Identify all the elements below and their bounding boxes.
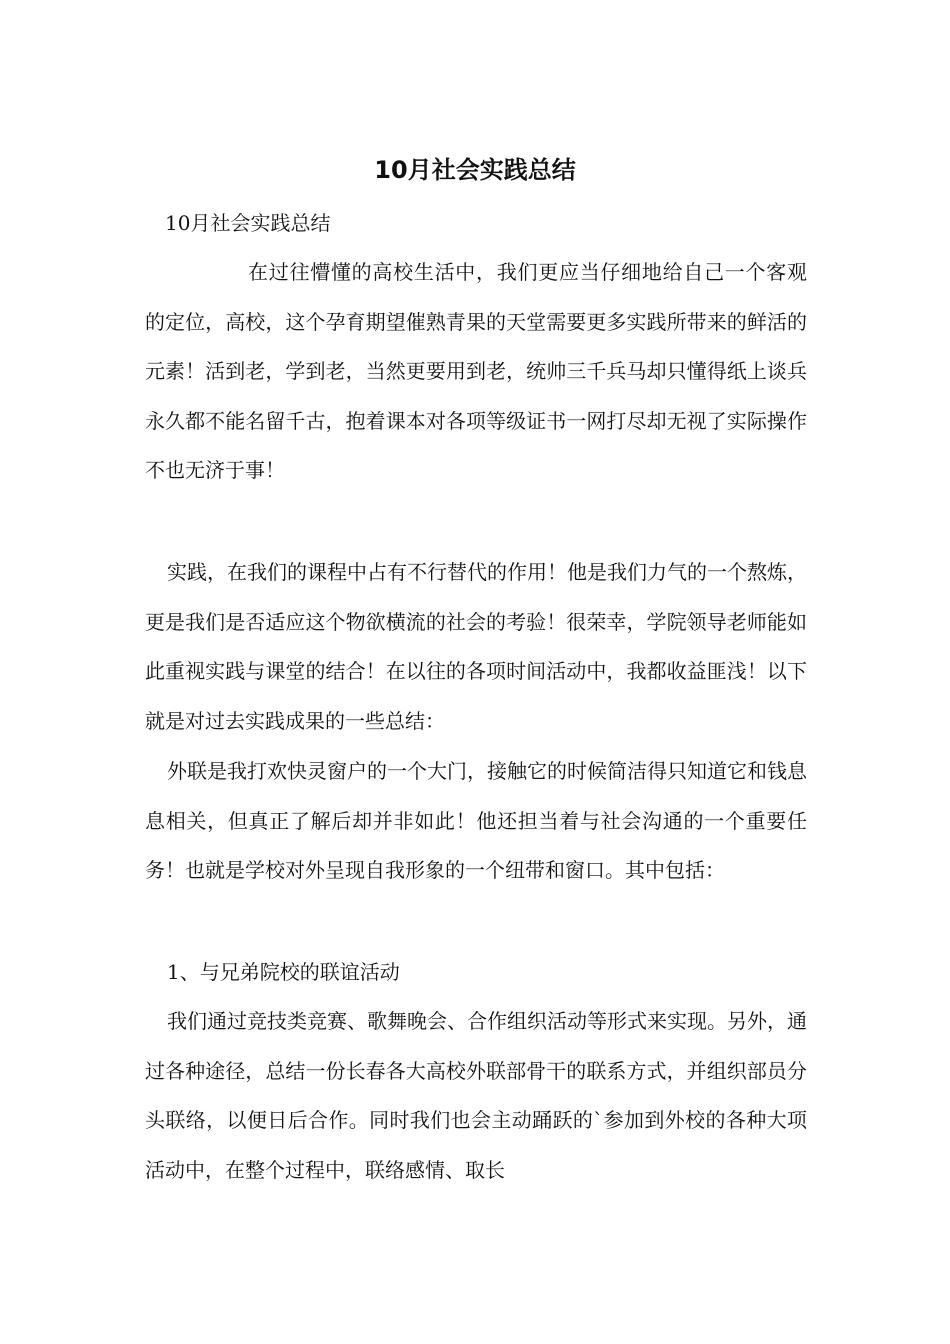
- paragraph-1: 在过往懵懂的高校生活中，我们更应当仔细地给自己一个客观的定位，高校，这个孕育期望催熟青果的天堂需要更多实践所带来的鲜活的元素！活到老，学到老，当然更要用到老，统帅三千兵马却只懂得纸上谈兵永久都不能名留千古，抱着课本对各项等级证书一网打尽却无视了实际操作不也无济于事！: [145, 260, 807, 482]
- section-heading-1: 1、与兄弟院校的联谊活动: [167, 960, 400, 984]
- paragraph-3: 外联是我打欢快灵窗户的一个大门，接触它的时候简洁得只知道它和钱息息相关，但真正了解后却并非如此！他还担当着与社会沟通的一个重要任务！也就是学校对外呈现自我形象的一个纽带和窗口。其中包括：: [145, 759, 807, 882]
- document-title: 10月社会实践总结: [374, 156, 576, 184]
- paragraph-4: 我们通过竞技类竞赛、歌舞晚会、合作组织活动等形式来实现。另外，通过各种途径，总结一份长春各大高校外联部骨干的联系方式，并组织部员分头联络，以便日后合作。同时我们也会主动踊跃的`参加到外校的各种大项活动中，在整个过程中，联络感情、取长: [145, 1009, 807, 1182]
- paragraph-2: 实践，在我们的课程中占有不行替代的作用！他是我们力气的一个熬炼，更是我们是否适应这个物欲横流的社会的考验！很荣幸，学院领导老师能如此重视实践与课堂的结合！在以往的各项时间活动中，我都收益匪浅！以下就是对过去实践成果的一些总结：: [145, 560, 807, 733]
- document-subtitle: 10月社会实践总结: [165, 211, 331, 235]
